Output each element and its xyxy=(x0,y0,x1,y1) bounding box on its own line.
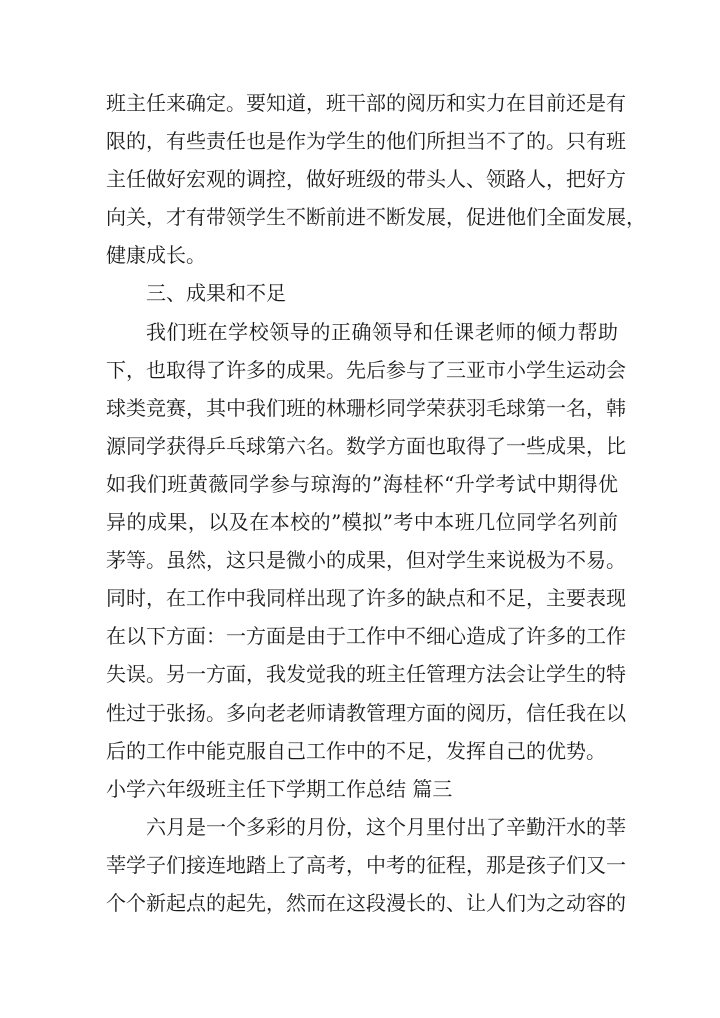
paragraph-line: 失误。另一方面，我发觉我的班主任管理方法会让学生的特 xyxy=(106,662,626,687)
paragraph-line: 后的工作中能克服自己工作中的不足，发挥自己的优势。 xyxy=(106,738,606,763)
paragraph-line: 个个新起点的起先，然而在这段漫长的、让人们为之动容的 xyxy=(106,890,626,915)
paragraph-line: 如我们班黄薇同学参与琼海的”海桂杯“升学考试中期得优 xyxy=(106,471,618,496)
paragraph-line: 健康成长。 xyxy=(106,243,206,268)
paragraph-line: 茅等。虽然，这只是微小的成果，但对学生来说极为不易。 xyxy=(106,548,626,573)
document-body xyxy=(106,84,646,922)
paragraph-line: 球类竞赛，其中我们班的林珊杉同学荣获羽毛球第一名，韩 xyxy=(106,395,626,420)
paragraph-line: 莘学子们接连地踏上了高考，中考的征程，那是孩子们又一 xyxy=(106,852,626,877)
paragraph-line: 向关，才有带领学生不断前进不断发展，促进他们全面发展， xyxy=(106,205,646,230)
paragraph-line: 六月是一个多彩的月份，这个月里付出了辛勤汗水的莘 xyxy=(146,814,626,839)
paragraph-line: 性过于张扬。多向老老师请教管理方面的阅历，信任我在以 xyxy=(106,700,626,725)
paragraph-line: 限的，有些责任也是作为学生的他们所担当不了的。只有班 xyxy=(106,129,626,154)
paragraph-line: 在以下方面：一方面是由于工作中不细心造成了许多的工作 xyxy=(106,624,626,649)
paragraph-line: 下，也取得了许多的成果。先后参与了三亚市小学生运动会 xyxy=(106,357,626,382)
section-title: 小学六年级班主任下学期工作总结 篇三 xyxy=(106,776,453,801)
paragraph-line: 主任做好宏观的调控，做好班级的带头人、领路人，把好方 xyxy=(106,167,626,192)
paragraph-line: 班主任来确定。要知道，班干部的阅历和实力在目前还是有 xyxy=(106,91,626,115)
paragraph-line: 我们班在学校领导的正确领导和任课老师的倾力帮助 xyxy=(146,319,618,344)
section-heading: 三、成果和不足 xyxy=(146,281,286,306)
paragraph-line: 同时，在工作中我同样出现了许多的缺点和不足，主要表现 xyxy=(106,586,626,611)
paragraph-line: 源同学获得乒乓球第六名。数学方面也取得了一些成果，比 xyxy=(106,433,626,458)
paragraph-line: 异的成果，以及在本校的”模拟”考中本班几位同学名列前 xyxy=(106,510,618,535)
